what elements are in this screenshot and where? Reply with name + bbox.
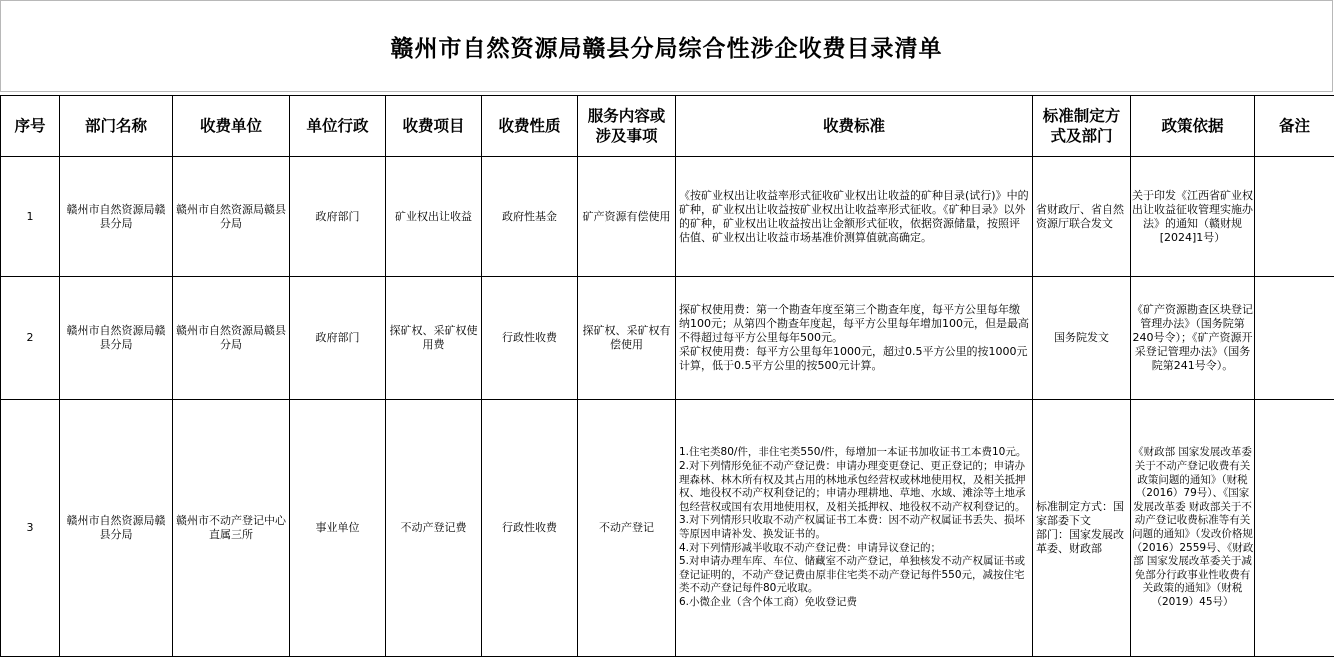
- cell-standard: 《按矿业权出让收益率形式征收矿业权出让收益的矿种目录(试行)》中的矿种，矿业权出让收益按矿业权出让收益率形式征收。《矿种目录》以外的矿种，矿业权出让收益按出让金额形式征收，依据资源储量，按照评估值、矿业权出让收益市场基准价测算值就高确定。: [676, 157, 1033, 277]
- cell-no: 1: [1, 157, 60, 277]
- cell-no: 2: [1, 277, 60, 400]
- table-row: [1, 400, 1334, 657]
- cell-no: 3: [1, 400, 60, 657]
- cell-unit: 赣州市不动产登记中心直属三所: [173, 400, 290, 657]
- header-standard: 收费标准: [676, 96, 1033, 157]
- cell-nature: 行政性收费: [482, 277, 578, 400]
- header-unit: 收费单位: [173, 96, 290, 157]
- cell-method: 国务院发文: [1033, 277, 1131, 400]
- cell-dept: 赣州市自然资源局赣县分局: [60, 277, 173, 400]
- cell-standard: 探矿权使用费：第一个勘查年度至第三个勘查年度，每平方公里每年缴纳100元；从第四个勘查年度起，每平方公里每年增加100元，但是最高不得超过每平方公里每年500元。 采矿权使用费：每平方公里每年1000元，超过0.5平方公里的按1000元计算，低于0.5平方公里的按500元计算。: [676, 277, 1033, 400]
- cell-method: 省财政厅、省自然资源厅联合发文: [1033, 157, 1131, 277]
- header-item: 收费项目: [386, 96, 482, 157]
- fee-catalog-table: [0, 95, 1334, 657]
- cell-admin: 政府部门: [290, 157, 386, 277]
- cell-admin: 事业单位: [290, 400, 386, 657]
- header-dept: 部门名称: [60, 96, 173, 157]
- table-row: [1, 157, 1334, 277]
- header-row: [1, 96, 1334, 157]
- cell-admin: 政府部门: [290, 277, 386, 400]
- page-title: 赣州市自然资源局赣县分局综合性涉企收费目录清单: [0, 0, 1333, 92]
- table-row: [1, 277, 1334, 400]
- cell-method: 标准制定方式：国家部委下文 部门：国家发展改革委、财政部: [1033, 400, 1131, 657]
- header-policy: 政策依据: [1131, 96, 1255, 157]
- cell-unit: 赣州市自然资源局赣县分局: [173, 157, 290, 277]
- cell-dept: 赣州市自然资源局赣县分局: [60, 157, 173, 277]
- header-note: 备注: [1255, 96, 1334, 157]
- cell-item: 不动产登记费: [386, 400, 482, 657]
- cell-standard: 1.住宅类80/件，非住宅类550/件，每增加一本证书加收证书工本费10元。 2.对下列情形免征不动产登记费：申请办理变更登记、更正登记的；申请办理森林、林木所有权及其占用的林地承包经营权或林地使用权，及相关抵押权、地役权不动产权利登记的；申请办理耕地、草地、水域、滩涂等土地承包经营权或国有农用地使用权，及相关抵押权、地役权不动产权利登记的。 3.对下列情形只收取不动产权属证书工本费：因不动产权属证书丢失、损坏等原因申请补发、换发证书的。 4.对下列情形减半收取不动产登记费：申请异议登记的； 5.对申请办理车库、车位、储藏室不动产登记，单独核发不动产权属证书或登记证明的，不动产登记费由原非住宅类不动产登记每件550元，减按住宅类不动产登记每件80元收取。 6.小微企业（含个体工商）免收登记费: [676, 400, 1033, 657]
- header-method: 标准制定方式及部门: [1033, 96, 1131, 157]
- header-no: 序号: [1, 96, 60, 157]
- cell-service: 不动产登记: [578, 400, 676, 657]
- cell-nature: 行政性收费: [482, 400, 578, 657]
- cell-note: [1255, 277, 1334, 400]
- cell-nature: 政府性基金: [482, 157, 578, 277]
- header-service: 服务内容或涉及事项: [578, 96, 676, 157]
- cell-unit: 赣州市自然资源局赣县分局: [173, 277, 290, 400]
- cell-policy: 《矿产资源勘查区块登记管理办法》（国务院第240号令）；《矿产资源开采登记管理办法》（国务院第241号令）。: [1131, 277, 1255, 400]
- cell-service: 矿产资源有偿使用: [578, 157, 676, 277]
- cell-policy: 关于印发《江西省矿业权出让收益征收管理实施办法》的通知（赣财规[2024]1号）: [1131, 157, 1255, 277]
- header-nature: 收费性质: [482, 96, 578, 157]
- header-admin: 单位行政: [290, 96, 386, 157]
- cell-service: 探矿权、采矿权有偿使用: [578, 277, 676, 400]
- cell-item: 探矿权、采矿权使用费: [386, 277, 482, 400]
- cell-dept: 赣州市自然资源局赣县分局: [60, 400, 173, 657]
- cell-note: [1255, 157, 1334, 277]
- cell-policy: 《财政部 国家发展改革委关于不动产登记收费有关政策问题的通知》（财税（2016）79号）、《国家发展改革委 财政部关于不动产登记收费标准等有关问题的通知》（发改价格规（2016）2559号、《财政部 国家发展改革委关于减免部分行政事业性收费有关政策的通知》（财税（2019）45号）: [1131, 400, 1255, 657]
- cell-note: [1255, 400, 1334, 657]
- cell-item: 矿业权出让收益: [386, 157, 482, 277]
